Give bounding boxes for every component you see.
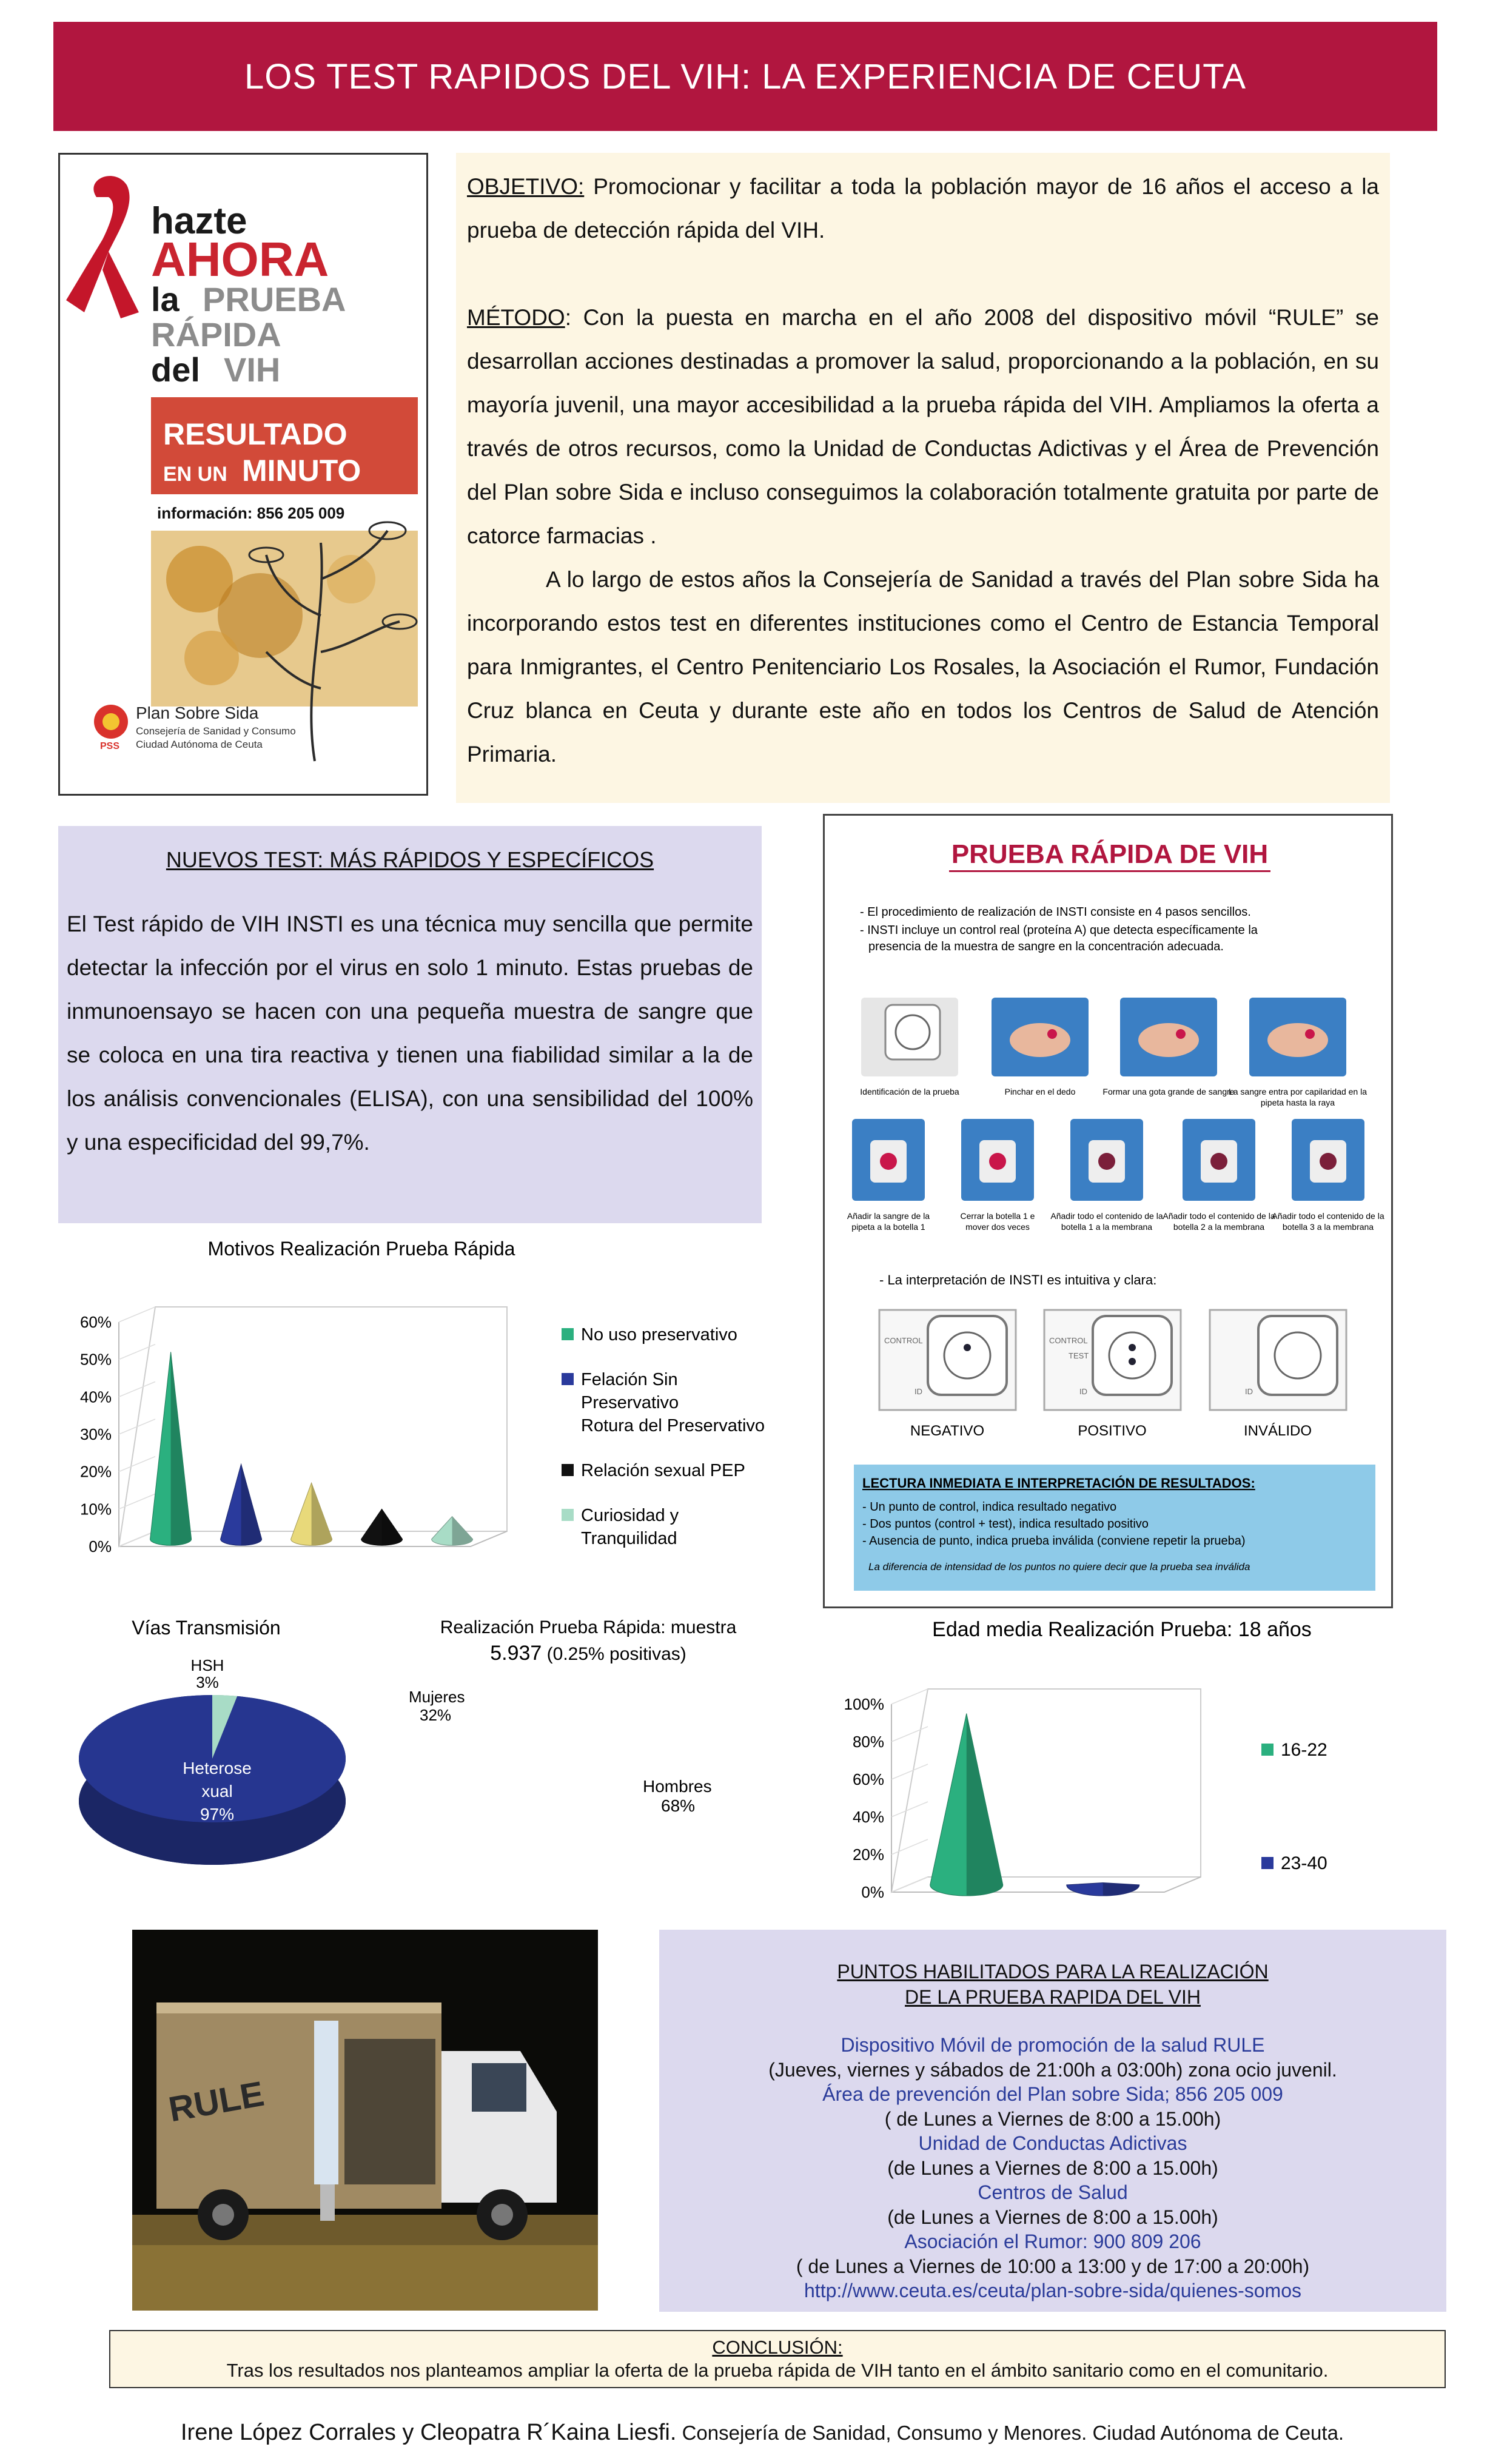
reading-line-2: - Dos puntos (control + test), indica resultado positivo: [862, 1517, 1149, 1531]
points-line: Centros de Salud: [978, 2181, 1128, 2203]
legend-swatch: [562, 1464, 574, 1476]
muestra-chart-title: Realización Prueba Rápida: muestra: [440, 1617, 737, 1637]
legend-swatch: [562, 1373, 574, 1385]
reading-note: La diferencia de intensidad de los puntos no quiere decir que la prueba sea inválida: [868, 1561, 1250, 1573]
motivos-chart-title: Motivos Realización Prueba Rápida: [207, 1238, 515, 1260]
conclusion-text: Tras los resultados nos planteamos ampliar la oferta de la prueba rápida de VIH tanto en el ámbito sanitario como en el comunitario.: [226, 2360, 1329, 2381]
points-heading-2: DE LA PRUEBA RAPIDA DEL VIH: [905, 1986, 1201, 2008]
vias-chart-title: Vías Transmisión: [132, 1617, 281, 1639]
poster-line4: RÁPIDA: [151, 315, 281, 354]
objective-method-section: [456, 153, 1390, 803]
legend-label: Curiosidad y: [581, 1506, 679, 1525]
step-caption: Formar una gota grande de sangre: [1102, 1087, 1235, 1096]
points-line: Asociación el Rumor: 900 809 206: [904, 2231, 1201, 2252]
poster-result2a: EN UN: [163, 463, 227, 486]
poster-org: Plan Sobre Sida: [136, 703, 259, 722]
procedure-step: [1050, 1119, 1163, 1232]
motivos-chart: [58, 1231, 810, 1571]
test-points-section: [659, 1930, 1446, 2312]
step-caption: Añadir todo el contenido de la: [1163, 1211, 1275, 1221]
step-caption: La sangre entra por capilaridad en la: [1228, 1087, 1368, 1096]
pie-value: 32%: [420, 1706, 452, 1724]
device-control-label: CONTROL: [1049, 1336, 1088, 1345]
legend-swatch: [1261, 1744, 1274, 1756]
result-label: POSITIVO: [1078, 1423, 1147, 1439]
poster-result1: RESULTADO: [163, 417, 347, 451]
footer-authors: Irene López Corrales y Cleopatra R´Kaina Liesfi.: [181, 2420, 677, 2445]
campaign-poster-art: [60, 155, 426, 794]
legend-label: 23-40: [1281, 1853, 1327, 1873]
points-line: (de Lunes a Viernes de 8:00 a 15.00h): [887, 2206, 1218, 2228]
y-tick-label: 60%: [852, 1770, 884, 1788]
procedure-step: [1272, 1119, 1384, 1232]
procedure-intro-1: - El procedimiento de realización de INSTI consiste en 4 pasos sencillos.: [860, 905, 1251, 919]
procedure-step: [1102, 998, 1234, 1096]
pss-logo-text: PSS: [100, 741, 120, 751]
legend-swatch: [562, 1509, 574, 1521]
legend-swatch: [1261, 1857, 1274, 1869]
result-device: [879, 1310, 1016, 1439]
reading-line-1: - Un punto de control, indica resultado negativo: [862, 1500, 1117, 1514]
muestra-subtitle-count: 5.937: [490, 1642, 542, 1665]
procedure-intro-3: presencia de la muestra de sangre en la concentración adecuada.: [868, 940, 1224, 953]
poster-result2b: MINUTO: [242, 454, 361, 488]
cone-bar: [930, 1714, 1003, 1896]
edad-chart: [843, 1613, 1401, 1916]
device-test-label: TEST: [1069, 1351, 1089, 1360]
step-caption: botella 1 a la membrana: [1061, 1222, 1153, 1232]
step-caption: Añadir la sangre de la: [847, 1211, 930, 1221]
rapid-test-procedure: [823, 814, 1393, 1608]
pie-label: Mujeres: [409, 1688, 465, 1706]
step-caption: Añadir todo el contenido de la: [1050, 1211, 1163, 1221]
result-label: INVÁLIDO: [1243, 1423, 1312, 1439]
step-caption: botella 3 a la membrana: [1282, 1222, 1374, 1232]
reading-line-3: - Ausencia de punto, indica prueba inválida (conviene repetir la prueba): [862, 1534, 1246, 1548]
objective-text: Promocionar y facilitar a toda la población mayor de 16 años el acceso a la prueba de detección rápida del VIH.: [467, 174, 1379, 243]
cone-bar: [150, 1352, 192, 1545]
legend-label: Tranquilidad: [581, 1529, 677, 1548]
poster-line2: AHORA: [151, 232, 329, 286]
result-device: [1210, 1310, 1346, 1439]
pie-value: 3%: [196, 1673, 219, 1691]
procedure-step: [961, 1119, 1035, 1232]
conclusion-heading: CONCLUSIÓN:: [712, 2337, 843, 2358]
cone-bar: [1067, 1883, 1139, 1896]
pie-label: Heterose: [183, 1759, 252, 1778]
points-line: Área de prevención del Plan sobre Sida; 856 205 009: [822, 2083, 1283, 2105]
truck-graffiti: RULE: [166, 2073, 267, 2130]
y-tick-label: 0%: [89, 1537, 112, 1556]
y-tick-label: 80%: [852, 1733, 884, 1751]
procedure-step: [992, 998, 1089, 1096]
reading-heading: LECTURA INMEDIATA E INTERPRETACIÓN DE RESULTADOS:: [862, 1475, 1255, 1491]
pie-label: Hombres: [643, 1777, 712, 1796]
interpretation-text: - La interpretación de INSTI es intuitiva y clara:: [879, 1272, 1157, 1287]
legend-label: No uso preservativo: [581, 1325, 737, 1344]
y-tick-label: 60%: [79, 1313, 112, 1331]
legend-label: Rotura del Preservativo: [581, 1416, 765, 1435]
pie-slice: [400, 1755, 467, 1762]
new-tests-heading: NUEVOS TEST: MÁS RÁPIDOS Y ESPECÍFICOS: [166, 847, 654, 872]
cone-bar: [221, 1464, 262, 1545]
y-tick-label: 50%: [79, 1350, 112, 1369]
step-caption: pipeta hasta la raya: [1260, 1098, 1335, 1107]
poster-line1: hazte: [151, 200, 247, 242]
y-tick-label: 100%: [844, 1695, 884, 1713]
rule-truck-photo: [132, 1930, 598, 2311]
pie-value: 68%: [661, 1796, 696, 1815]
step-caption: Identificación de la prueba: [860, 1087, 959, 1096]
step-caption: Pinchar en el dedo: [1004, 1087, 1076, 1096]
device-id-label: ID: [1245, 1387, 1253, 1396]
y-tick-label: 0%: [861, 1883, 884, 1901]
y-tick-label: 10%: [79, 1500, 112, 1519]
pie-label: xual: [201, 1782, 233, 1801]
method-text: : Con la puesta en marcha en el año 2008 del dispositivo móvil “RULE” se desarrollan acciones destinadas a promover la salud, proporcionando a la población, en su mayoría juvenil, una mayor accesibilidad a la prueba rápida del VIH. Ampliamos la oferta a través de otros recursos, como la Unidad de Conductas Adictivas y el Área de Prevención del Plan sobre Sida e incluso conseguimos la colaboración totalmente gratuita por parte de catorce farmacias .: [467, 305, 1379, 548]
poster-line3a: la: [151, 280, 180, 318]
pie-label: HSH: [190, 1656, 224, 1674]
poster-line5b: VIH: [224, 351, 281, 389]
page-title: LOS TEST RAPIDOS DEL VIH: LA EXPERIENCIA DE CEUTA: [53, 22, 1437, 131]
footer-credits: [181, 2420, 1454, 2446]
y-tick-label: 20%: [79, 1462, 112, 1481]
poster-info: información: 856 205 009: [157, 504, 345, 522]
device-id-label: ID: [914, 1387, 922, 1396]
muestra-chart: [400, 1610, 788, 1889]
device-id-label: ID: [1079, 1387, 1087, 1396]
method-label: MÉTODO: [467, 305, 565, 330]
y-tick-label: 40%: [79, 1388, 112, 1406]
poster-line3b: PRUEBA: [203, 280, 346, 318]
points-heading-1: PUNTOS HABILITADOS PARA LA REALIZACIÓN: [837, 1961, 1269, 1982]
y-tick-label: 20%: [852, 1845, 884, 1864]
step-caption: Añadir todo el contenido de la: [1272, 1211, 1384, 1221]
muestra-chart-subtitle: [490, 1642, 686, 1665]
procedure-intro-2: - INSTI incluye un control real (proteína A) que detecta específicamente la: [860, 924, 1258, 937]
campaign-poster: [58, 153, 428, 796]
poster-org-sub2: Ciudad Autónoma de Ceuta: [136, 739, 263, 750]
points-list: [659, 2033, 1446, 2303]
points-line: http://www.ceuta.es/ceuta/plan-sobre-sida/quienes-somos: [804, 2280, 1301, 2301]
legend-label: Preservativo: [581, 1393, 679, 1412]
device-control-label: CONTROL: [884, 1336, 923, 1345]
points-line: (Jueves, viernes y sábados de 21:00h a 03:00h) zona ocio juvenil.: [768, 2058, 1337, 2081]
step-caption: botella 2 a la membrana: [1173, 1222, 1265, 1232]
step-caption: mover dos veces: [965, 1222, 1030, 1232]
new-tests-text: El Test rápido de VIH INSTI es una técnica muy sencilla que permite detectar la infección por el virus en solo 1 minuto. Estas pruebas de inmunoensayo se hacen con una pequeña muestra de sangre que se coloca en una tira reactiva y tienen una fiabilidad similar a la de los análisis convencionales (ELISA), con una sensibilidad del 100% y una especificidad del 99,7%.: [67, 911, 753, 1155]
cone-bar: [361, 1509, 403, 1545]
objective-label: OBJETIVO:: [467, 174, 585, 199]
procedure-title: PRUEBA RÁPIDA DE VIH: [951, 839, 1269, 869]
new-tests-section: [58, 826, 762, 1223]
legend-label: Felación Sin: [581, 1370, 678, 1389]
points-line: ( de Lunes a Viernes de 8:00 a 15.00h): [884, 2107, 1221, 2130]
muestra-subtitle-rest: (0.25% positivas): [542, 1644, 686, 1664]
vias-transmision-chart: [67, 1610, 406, 1889]
edad-chart-title: Edad media Realización Prueba: 18 años: [932, 1618, 1312, 1641]
poster-line5a: del: [151, 351, 200, 389]
footer-affiliation: Consejería de Sanidad, Consumo y Menores. Ciudad Autónoma de Ceuta.: [676, 2422, 1344, 2444]
points-line: ( de Lunes a Viernes de 10:00 a 13:00 y de 17:00 a 20:00h): [796, 2255, 1310, 2277]
red-ribbon-icon: [66, 176, 139, 318]
poster-org-sub1: Consejería de Sanidad y Consumo: [136, 725, 296, 737]
points-line: Unidad de Conductas Adictivas: [918, 2132, 1187, 2154]
points-line: Dispositivo Móvil de promoción de la salud RULE: [841, 2034, 1265, 2056]
procedure-step: [847, 1119, 930, 1232]
step-caption: Cerrar la botella 1 e: [960, 1211, 1035, 1221]
legend-label: Relación sexual PEP: [581, 1461, 745, 1480]
legend-label: 16-22: [1281, 1740, 1327, 1760]
pie-value: 97%: [200, 1805, 235, 1824]
method-paragraph-2: A lo largo de estos años la Consejería de Sanidad a través del Plan sobre Sida ha incorporando estos test en diferentes instituciones como el Centro de Estancia Temporal para Inmigrantes, el Centro Penitenciario Los Rosales, la Asociación el Rumor, Fundación Cruz blanca en Ceuta y durante este año en todos los Centros de Salud de Atención Primaria.: [467, 567, 1379, 767]
pie-slice: [600, 1714, 619, 1786]
conclusion-box: [109, 2330, 1446, 2388]
cone-bar: [291, 1483, 332, 1545]
result-device: [1044, 1310, 1181, 1439]
procedure-step: [860, 998, 959, 1096]
procedure-step: [1229, 998, 1367, 1107]
y-tick-label: 40%: [852, 1808, 884, 1826]
procedure-step: [1163, 1119, 1275, 1232]
y-tick-label: 30%: [79, 1425, 112, 1443]
legend-swatch: [562, 1328, 574, 1340]
step-caption: pipeta a la botella 1: [851, 1222, 925, 1232]
points-line: (de Lunes a Viernes de 8:00 a 15.00h): [887, 2157, 1218, 2179]
result-label: NEGATIVO: [910, 1423, 985, 1439]
